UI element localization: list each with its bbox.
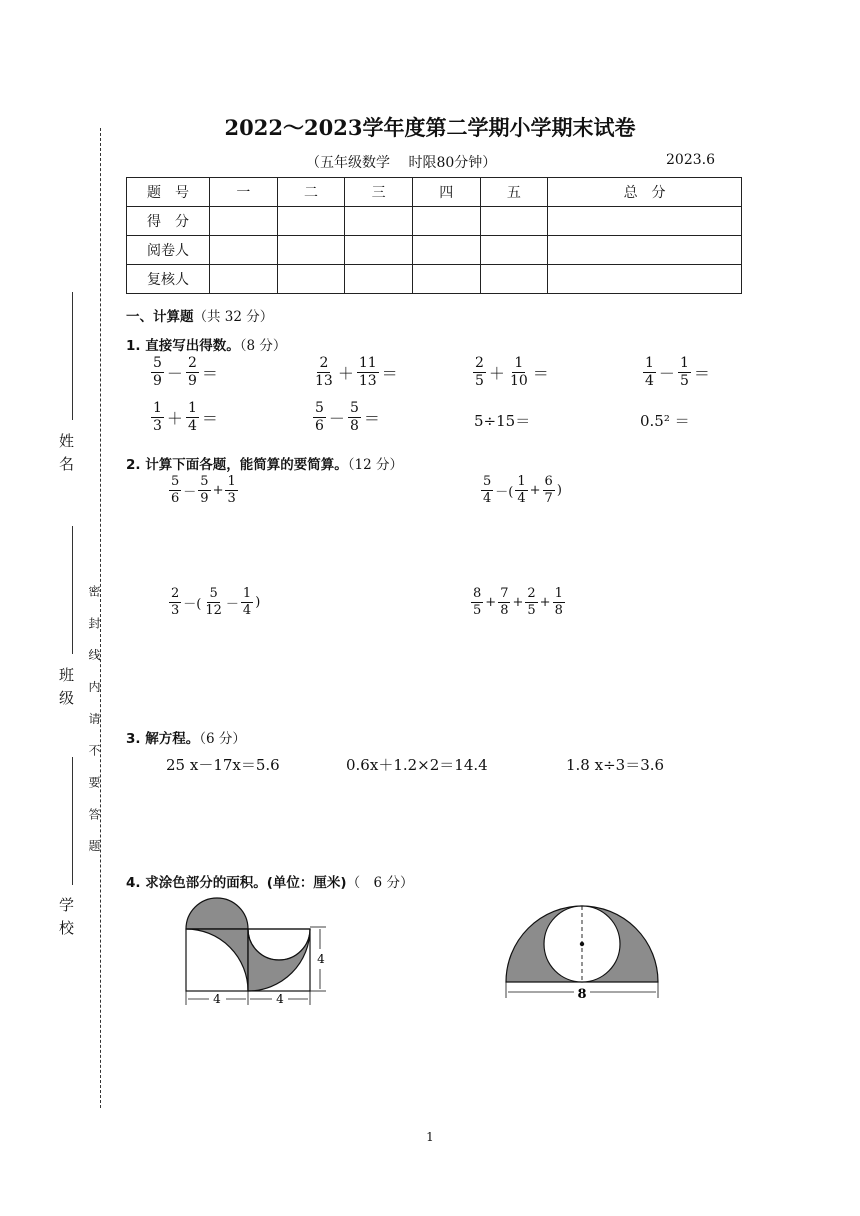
score-cell[interactable] (548, 207, 742, 236)
question-label: 2. 计算下面各题，能简算的要简算。 (126, 457, 348, 473)
score-cell[interactable] (345, 265, 413, 294)
score-cell[interactable] (480, 207, 548, 236)
score-cell[interactable] (412, 207, 480, 236)
oral-item-1: $\frac{5}{9}$ － $\frac{2}{9}$ ＝ (153, 355, 218, 390)
section-title: 一、计算题 (126, 309, 194, 325)
fig1-height-label: 4 (317, 952, 325, 966)
header-cell: 题 号 (127, 178, 210, 207)
exam-title: 2022～2023学年度第二学期小学期末试卷 (224, 115, 636, 140)
oral-item-6: $\frac{5}{6}$ － $\frac{5}{8}$ ＝ (315, 400, 380, 435)
section-heading (126, 305, 273, 325)
school-label: 学校 (57, 897, 75, 943)
score-table-row (127, 236, 742, 265)
score-table-row (127, 207, 742, 236)
equation-1: 25 x－17x＝5.6 (166, 756, 280, 774)
score-cell[interactable] (210, 236, 278, 265)
question-label: 4. 求涂色部分的面积。(单位：厘米) (126, 875, 347, 891)
header-cell: 四 (412, 178, 480, 207)
name-underline (72, 292, 73, 420)
equation-3: 1.8 x÷3＝3.6 (566, 756, 665, 774)
score-cell[interactable] (277, 207, 345, 236)
header-cell: 二 (277, 178, 345, 207)
class-label: 班级 (57, 667, 75, 713)
score-cell[interactable] (412, 265, 480, 294)
question-label: 3. 解方程。 (126, 731, 200, 747)
calc-expression-2: $\frac{5}{4}$ －( $\frac{1}{4}$ + $\frac{6}{7}$ ) (483, 474, 562, 507)
question-4-heading (126, 871, 413, 891)
oral-item-4: $\frac{1}{4}$ － $\frac{1}{5}$ ＝ (645, 355, 710, 390)
row-label: 得 分 (127, 207, 210, 236)
fig2-diameter-label: 8 (577, 987, 587, 1002)
score-table (126, 177, 742, 294)
question-points: （6 分） (199, 731, 246, 747)
score-cell[interactable] (210, 207, 278, 236)
header-cell: 三 (345, 178, 413, 207)
question-2-heading (126, 453, 403, 473)
question-1-heading (126, 334, 286, 354)
name-label: 姓名 (57, 433, 75, 479)
oral-item-8: 0.5² ＝ (640, 412, 690, 430)
page-number: 1 (426, 1130, 434, 1144)
fig1-width-right-label: 4 (276, 992, 284, 1006)
section-points: （共 32 分） (193, 309, 274, 325)
score-cell[interactable] (480, 236, 548, 265)
score-cell[interactable] (548, 265, 742, 294)
shaded-area-figure-2 (496, 895, 668, 1010)
score-cell[interactable] (548, 236, 742, 265)
question-points: （12 分） (347, 457, 403, 473)
header-cell: 总 分 (548, 178, 742, 207)
class-underline (72, 526, 73, 654)
score-table-header-row (127, 178, 742, 207)
exam-date: 2023.6 (666, 152, 715, 168)
calc-expression-3: $\frac{2}{3}$ －( $\frac{5}{12}$ － $\frac{1}{4}$ ) (171, 586, 261, 619)
question-label: 1. 直接写出得数。 (126, 338, 240, 354)
oral-item-3: $\frac{2}{5}$ ＋ $\frac{1}{10}$ ＝ (475, 355, 549, 390)
question-3-heading (126, 727, 246, 747)
row-label: 阅卷人 (127, 236, 210, 265)
score-table-row (127, 265, 742, 294)
header-cell: 五 (480, 178, 548, 207)
seal-line-notice: 密 封 线 内 请 不 要 答 题 (87, 585, 101, 860)
question-points: （8 分） (239, 338, 287, 354)
row-label: 复核人 (127, 265, 210, 294)
score-cell[interactable] (345, 207, 413, 236)
score-cell[interactable] (210, 265, 278, 294)
score-cell[interactable] (277, 265, 345, 294)
score-cell[interactable] (345, 236, 413, 265)
question-points: （ 6 分） (346, 875, 414, 891)
oral-item-7: 5÷15＝ (474, 412, 531, 430)
oral-item-5: $\frac{1}{3}$ ＋ $\frac{1}{4}$ ＝ (153, 400, 218, 435)
oral-item-2: $\frac{2}{13}$ ＋ $\frac{11}{13}$ ＝ (315, 355, 398, 390)
school-underline (72, 757, 73, 885)
calc-expression-1: $\frac{5}{6}$ － $\frac{5}{9}$ + $\frac{1}{3}$ (171, 474, 236, 507)
score-cell[interactable] (480, 265, 548, 294)
calc-expression-4: $\frac{8}{5}$ + $\frac{7}{8}$ + $\frac{2}{5}$ + $\frac{1}{8}$ (473, 586, 563, 619)
score-cell[interactable] (412, 236, 480, 265)
shaded-area-figure-1 (176, 890, 336, 1010)
fig1-width-left-label: 4 (213, 992, 221, 1006)
equation-2: 0.6x＋1.2×2＝14.4 (346, 756, 488, 774)
score-cell[interactable] (277, 236, 345, 265)
header-cell: 一 (210, 178, 278, 207)
exam-subtitle: （五年级数学 时限80分钟） (306, 155, 497, 171)
